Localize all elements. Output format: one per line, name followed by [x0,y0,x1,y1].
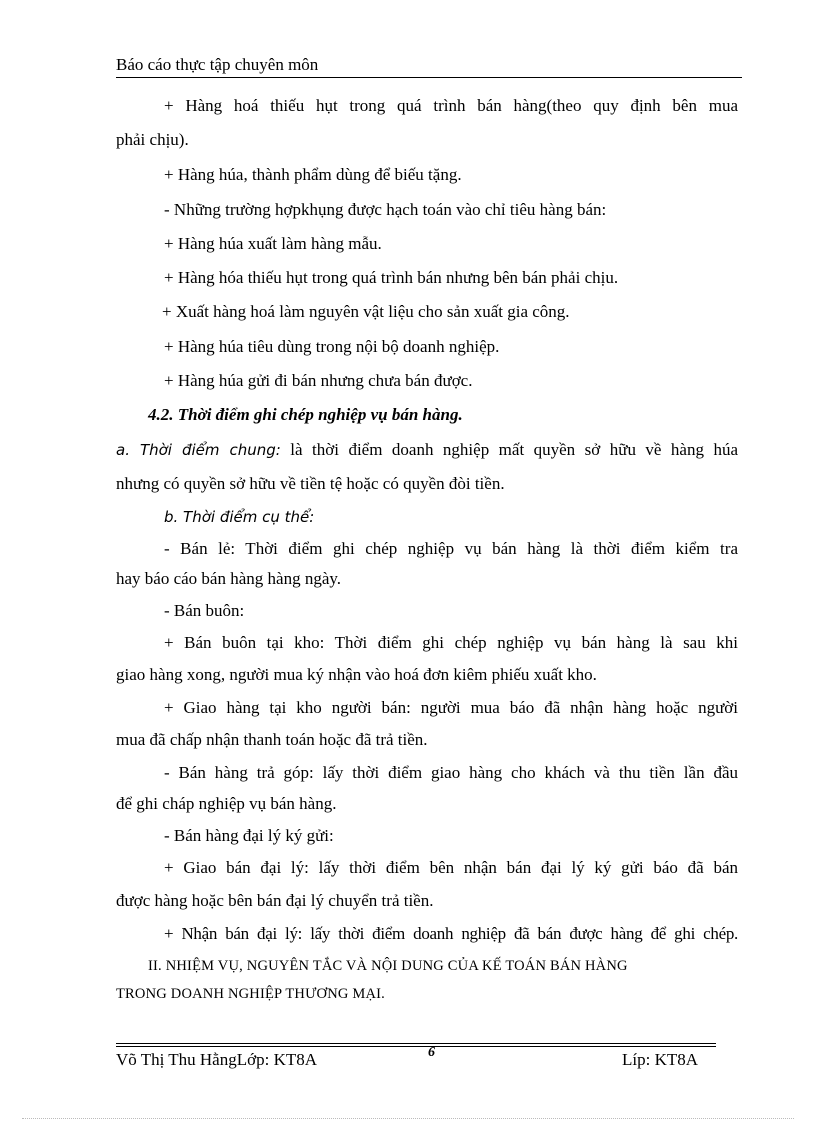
page-edge-dots [22,1118,794,1119]
paragraph-line: để ghi cháp nghiệp vụ bán hàng. [116,794,337,813]
paragraph-line [116,439,738,461]
paragraph-line: - Bán hàng trả góp: lấy thời điểm giao hàng cho khách và thu tiền lần đầu [164,763,738,782]
paragraph-line: + Bán buôn tại kho: Thời điểm ghi chép nghiệp vụ bán hàng là sau khi [164,633,738,652]
paragraph-line: - Bán lẻ: Thời điểm ghi chép nghiệp vụ bán hàng là thời điểm kiểm tra [164,539,738,558]
term-label: b. Thời điểm cụ thể: [164,508,315,526]
paragraph-line: + Hàng húa gửi đi bán nhưng chưa bán được. [164,371,473,390]
footer-class: Líp: KT8A [622,1050,699,1069]
section-heading-4-2: 4.2. Thời điểm ghi chép nghiệp vụ bán hàng. [148,405,463,424]
paragraph-line: + Giao bán đại lý: lấy thời điểm bên nhận bán đại lý ký gửi báo đã bán [164,858,738,877]
paragraph-line: - Bán hàng đại lý ký gửi: [164,826,334,845]
term-text: là thời điểm doanh nghiệp mất quyền sở hữu về hàng húa [280,440,738,459]
paragraph-line: mua đã chấp nhận thanh toán hoặc đã trả tiền. [116,730,428,749]
section-heading-ii-cont: TRONG DOANH NGHIỆP THƯƠNG MẠI. [116,986,385,1002]
header-title: Báo cáo thực tập chuyên môn [116,55,319,74]
paragraph-line: + Hàng húa tiêu dùng trong nội bộ doanh nghiệp. [164,337,500,356]
paragraph-line: + Hàng húa, thành phẩm dùng để biếu tặng. [164,165,462,184]
term-label: a. Thời điểm chung: [116,441,281,459]
paragraph-line: phải chịu). [116,130,189,149]
footer-author: Võ Thị Thu HằngLớp: KT8A [116,1050,318,1069]
paragraph-line: được hàng hoặc bên bán đại lý chuyển trả tiền. [116,891,434,910]
paragraph-line: + Hàng hoá thiếu hụt trong quá trình bán hàng(theo quy định bên mua [164,96,738,115]
paragraph-line: + Hàng hóa thiếu hụt trong quá trình bán nhưng bên bán phải chịu. [164,268,619,287]
paragraph-line: + Hàng húa xuất làm hàng mẫu. [164,234,382,253]
paragraph-line: + Nhận bán đại lý: lấy thời điểm doanh nghiệp đã bán được hàng để ghi chép. [164,924,738,943]
paragraph-line: - Bán buôn: [164,601,245,620]
header-divider [116,77,742,78]
paragraph-line: nhưng có quyền sở hữu về tiền tệ hoặc có quyền đòi tiền. [116,474,505,493]
footer-divider-top [116,1043,716,1044]
paragraph-line: + Giao hàng tại kho người bán: người mua báo đã nhận hàng hoặc người [164,698,738,717]
paragraph-line: - Những trường hợpkhụng được hạch toán vào chỉ tiêu hàng bán: [164,200,607,219]
section-heading-ii: II. NHIỆM VỤ, NGUYÊN TẮC VÀ NỘI DUNG CỦA KẾ TOÁN BÁN HÀNG [148,958,628,974]
paragraph-line: + Xuất hàng hoá làm nguyên vật liệu cho sản xuất gia công. [162,302,570,321]
footer-divider-bottom [116,1046,716,1047]
page-number: 6 [428,1045,435,1060]
paragraph-line: hay báo cáo bán hàng hàng ngày. [116,569,342,588]
paragraph-line: giao hàng xong, người mua ký nhận vào hoá đơn kiêm phiếu xuất kho. [116,665,597,684]
